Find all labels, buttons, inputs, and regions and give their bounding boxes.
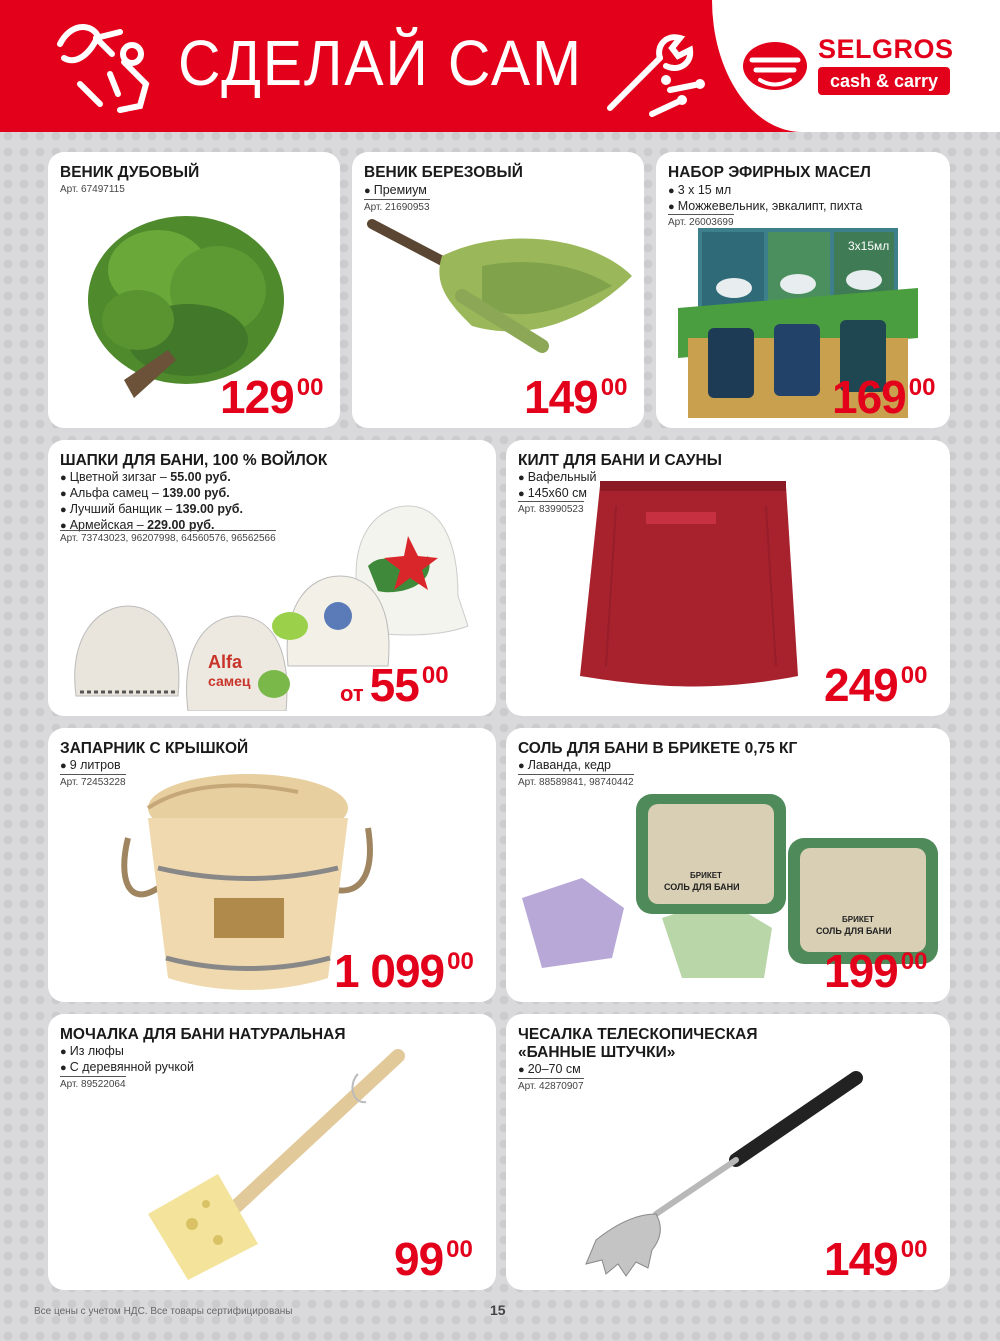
product-bullets xyxy=(364,183,427,199)
price-integer: 1 099 xyxy=(334,945,445,997)
product-bullets xyxy=(518,758,611,774)
product-article: Арт. 42870907 xyxy=(518,1078,584,1093)
bullet-item: ● 145х60 см xyxy=(518,486,597,502)
product-article: Арт. 26003699 xyxy=(668,214,734,229)
product-card-sauna-kilt[interactable] xyxy=(506,440,950,716)
footer-note: Все цены с учетом НДС. Все товары сертифицированы xyxy=(34,1306,293,1317)
tools-icon xyxy=(50,14,170,118)
price-tag xyxy=(824,1233,928,1285)
bullet-item: ● Премиум xyxy=(364,183,427,199)
bullet-item: ● С деревянной ручкой xyxy=(60,1060,194,1076)
price-fraction: 00 xyxy=(446,1236,473,1263)
bullet-item: ● Лаванда, кедр xyxy=(518,758,611,774)
hat-label-alfa: Alfa xyxy=(208,652,243,672)
bullet-item: ● Можжевельник, эвкалипт, пихта xyxy=(668,199,862,215)
price-tag xyxy=(394,1233,473,1285)
package-label: БРИКЕТ xyxy=(690,871,722,880)
product-article: Арт. 89522064 xyxy=(60,1076,126,1091)
product-title: СОЛЬ ДЛЯ БАНИ В БРИКЕТЕ 0,75 КГ xyxy=(518,740,798,757)
product-title-line: «БАННЫЕ ШТУЧКИ» xyxy=(518,1044,676,1061)
price-fraction: 00 xyxy=(900,1236,928,1263)
brand-name: SELGROS xyxy=(818,34,954,64)
product-title-line: ЧЕСАЛКА ТЕЛЕСКОПИЧЕСКАЯ xyxy=(518,1026,758,1043)
product-card-wooden-bucket[interactable] xyxy=(48,728,496,1002)
price-integer: 99 xyxy=(394,1233,444,1285)
product-card-loofah-brush[interactable] xyxy=(48,1014,496,1290)
package-label: БРИКЕТ xyxy=(842,915,874,924)
price-tag xyxy=(340,659,449,711)
price-integer: 129 xyxy=(220,371,294,423)
product-title: КИЛТ ДЛЯ БАНИ И САУНЫ xyxy=(518,452,722,469)
bullet-item: ● Лучший банщик – 139.00 руб. xyxy=(60,502,243,518)
bullet-item: ● Армейская – 229.00 руб. xyxy=(60,518,243,534)
price-fraction: 00 xyxy=(296,374,324,401)
bullet-item: ● 3 х 15 мл xyxy=(668,183,862,199)
bullet-item: ● Альфа самец – 139.00 руб. xyxy=(60,486,243,502)
package-label: СОЛЬ ДЛЯ БАНИ xyxy=(816,926,892,936)
product-title: ЗАПАРНИК С КРЫШКОЙ xyxy=(60,740,249,757)
product-title: ВЕНИК ДУБОВЫЙ xyxy=(60,164,200,181)
selgros-logo-icon xyxy=(742,34,808,92)
page-number: 15 xyxy=(490,1302,506,1318)
product-card-birch-broom[interactable] xyxy=(352,152,644,428)
price-integer: 149 xyxy=(524,371,598,423)
price-fraction: 00 xyxy=(900,948,928,975)
product-article: Арт. 21690953 xyxy=(364,199,430,214)
product-card-oak-broom[interactable] xyxy=(48,152,340,428)
price-fraction: 00 xyxy=(421,662,449,689)
price-tag xyxy=(334,945,474,997)
price-fraction: 00 xyxy=(908,374,936,401)
bullet-item: ● 20–70 см xyxy=(518,1062,581,1078)
price-fraction: 00 xyxy=(447,948,474,975)
price-tag xyxy=(824,945,928,997)
price-tag xyxy=(524,371,628,423)
sauna-kilt-icon xyxy=(576,476,816,696)
product-card-sauna-hats[interactable] xyxy=(48,440,496,716)
price-prefix: от xyxy=(340,681,364,706)
price-integer: 249 xyxy=(824,659,898,711)
bullet-item: ● 9 литров xyxy=(60,758,121,774)
product-article: Арт. 83990523 xyxy=(518,501,584,516)
bullet-item: ● Цветной зигзаг – 55.00 руб. xyxy=(60,470,243,486)
product-card-salt-briquettes[interactable] xyxy=(506,728,950,1002)
product-bullets xyxy=(60,758,121,774)
loofah-brush-icon xyxy=(108,1044,428,1284)
product-title xyxy=(518,1026,758,1062)
product-article: Арт. 73743023, 96207998, 64560576, 96562566 xyxy=(60,530,276,545)
price-integer: 169 xyxy=(832,371,906,423)
hat-label-samec: самец xyxy=(208,673,251,689)
product-bullets xyxy=(668,183,862,215)
price-tag xyxy=(832,371,936,423)
price-integer: 55 xyxy=(369,659,419,711)
package-label: СОЛЬ ДЛЯ БАНИ xyxy=(664,882,740,892)
brand-tagline: cash & carry xyxy=(818,67,950,95)
product-title: ВЕНИК БЕРЕЗОВЫЙ xyxy=(364,164,523,181)
oil-box-label: 3x15мл xyxy=(848,239,890,253)
page-title: СДЕЛАЙ САМ xyxy=(178,27,583,99)
bullet-item: ● Из люфы xyxy=(60,1044,194,1060)
price-integer: 199 xyxy=(824,945,898,997)
price-fraction: 00 xyxy=(600,374,628,401)
product-card-back-scratcher[interactable] xyxy=(506,1014,950,1290)
product-title: ШАПКИ ДЛЯ БАНИ, 100 % ВОЙЛОК xyxy=(60,452,328,469)
price-tag xyxy=(824,659,928,711)
price-integer: 149 xyxy=(824,1233,898,1285)
wrench-nails-icon xyxy=(600,28,710,120)
price-tag xyxy=(220,371,324,423)
birch-broom-icon xyxy=(362,216,642,366)
product-title: НАБОР ЭФИРНЫХ МАСЕЛ xyxy=(668,164,871,181)
product-title: МОЧАЛКА ДЛЯ БАНИ НАТУРАЛЬНАЯ xyxy=(60,1026,346,1043)
bullet-item: ● Вафельный xyxy=(518,470,597,486)
product-card-essential-oils[interactable] xyxy=(656,152,950,428)
product-article: Арт. 72453228 xyxy=(60,774,126,789)
product-article: Арт. 88589841, 98740442 xyxy=(518,774,634,789)
product-article: Арт. 67497115 xyxy=(60,184,125,195)
price-fraction: 00 xyxy=(900,662,928,689)
